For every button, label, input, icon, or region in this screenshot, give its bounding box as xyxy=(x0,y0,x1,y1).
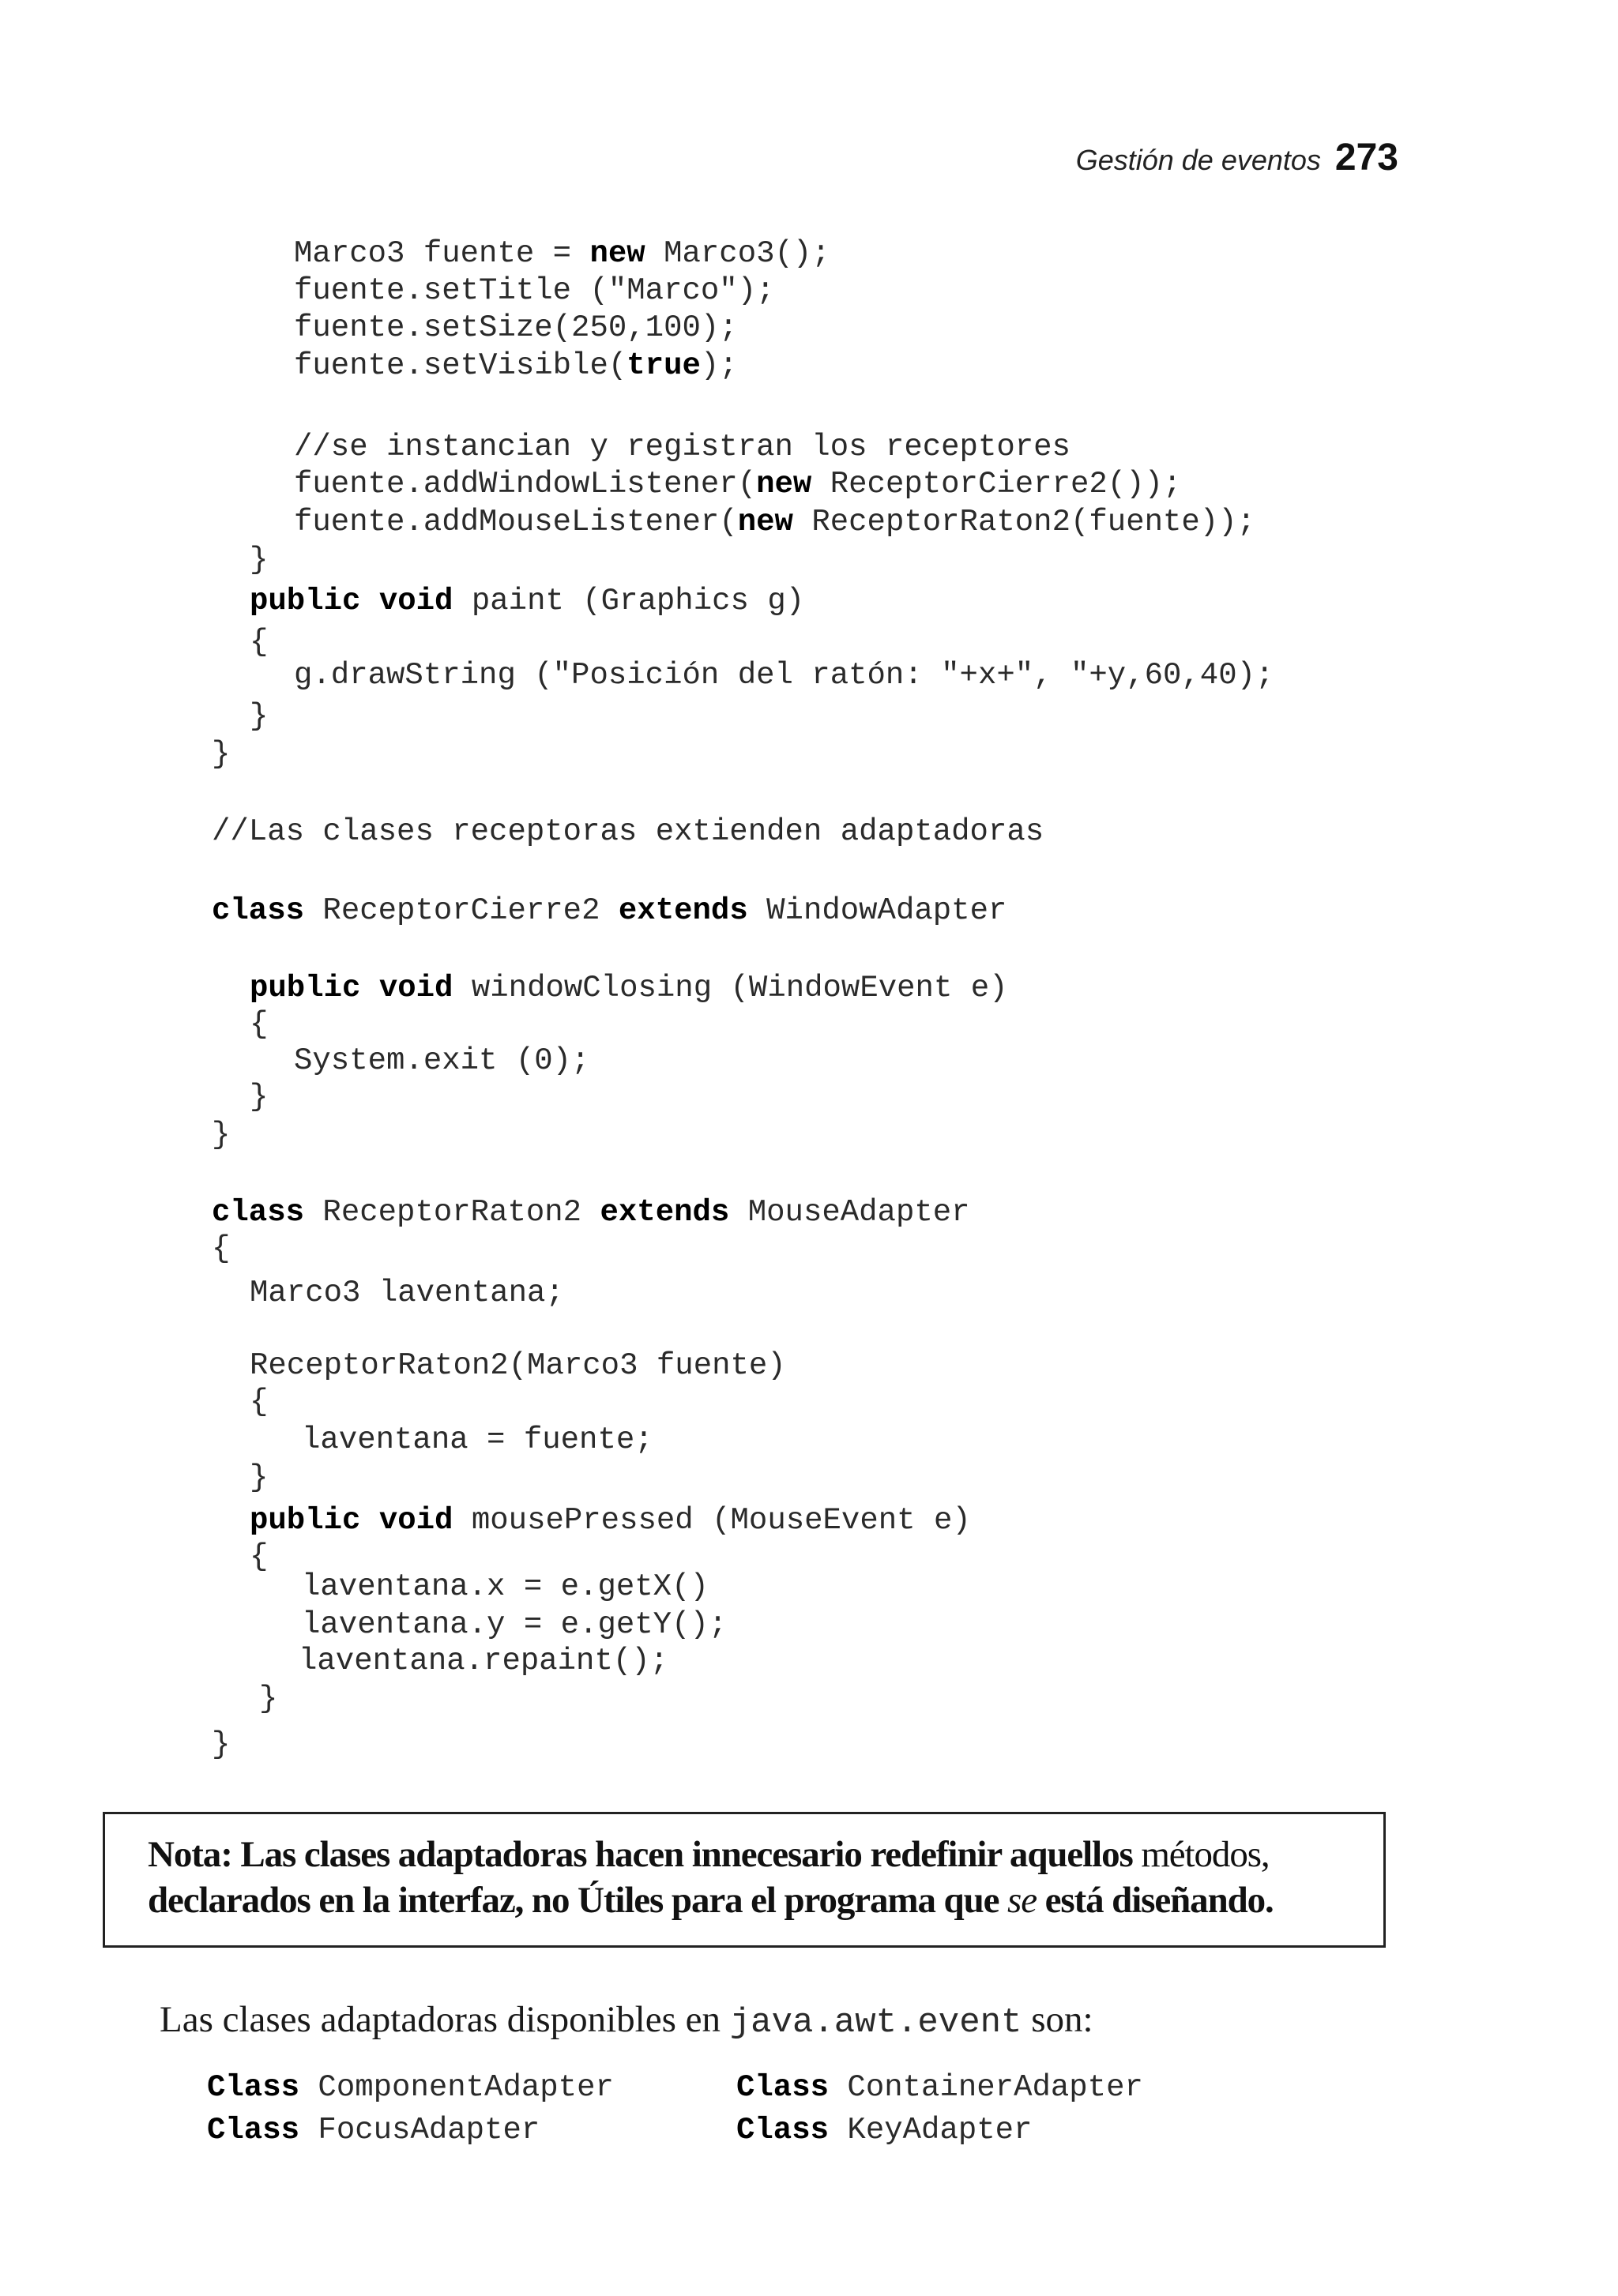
code-text: } xyxy=(250,543,269,577)
code-text: fuente.addMouseListener( xyxy=(294,505,738,539)
code-line xyxy=(299,1643,668,1679)
code-line xyxy=(250,970,1008,1006)
code-text: { xyxy=(250,1007,269,1042)
code-text: { xyxy=(250,625,269,659)
class-name: KeyAdapter xyxy=(829,2113,1033,2148)
code-text: MouseAdapter xyxy=(729,1195,970,1230)
code-line xyxy=(250,1502,971,1539)
code-text: fuente.setVisible( xyxy=(294,348,627,383)
code-text: //Las clases receptoras extienden adaptadoras xyxy=(212,814,1044,849)
code-text: Marco3(); xyxy=(645,236,830,271)
code-line xyxy=(250,1006,268,1043)
code-line xyxy=(302,1569,709,1605)
code-text: Marco3 laventana; xyxy=(250,1276,564,1310)
code-line xyxy=(250,1460,268,1496)
code-text: //se instancian y registran los receptores xyxy=(294,430,1071,464)
code-text: { xyxy=(250,1539,269,1574)
code-line xyxy=(250,1384,268,1420)
code-line xyxy=(212,1117,230,1153)
adapter-class-entry xyxy=(736,2069,1143,2106)
code-line xyxy=(294,657,1274,693)
code-line xyxy=(294,348,738,384)
code-text: laventana.x = e.getX() xyxy=(302,1569,709,1604)
note-line-1-regular: métodos, xyxy=(1132,1834,1270,1875)
code-line xyxy=(302,1606,727,1643)
code-keyword: public void xyxy=(250,584,453,618)
adapter-class-entry xyxy=(207,2112,540,2148)
code-line xyxy=(294,310,738,346)
code-text: } xyxy=(212,1118,231,1152)
code-text: windowClosing (WindowEvent e) xyxy=(453,971,1008,1005)
code-text: fuente.setSize(250,100); xyxy=(294,310,738,345)
code-keyword: class xyxy=(212,893,305,928)
code-text: ReceptorRaton2 xyxy=(304,1195,600,1230)
code-keyword: new xyxy=(756,467,812,502)
code-keyword: new xyxy=(589,236,645,271)
code-keyword: extends xyxy=(618,893,748,928)
code-text: } xyxy=(212,737,231,772)
code-line xyxy=(250,1079,268,1115)
code-line xyxy=(294,429,1071,465)
code-line xyxy=(250,698,268,735)
code-text: laventana = fuente; xyxy=(302,1422,653,1457)
code-text: System.exit (0); xyxy=(294,1043,590,1078)
code-line xyxy=(259,1681,277,1717)
note-line-2-bold-b: está diseñando. xyxy=(1036,1880,1274,1921)
class-name: ComponentAdapter xyxy=(299,2070,614,2105)
code-line xyxy=(302,1422,653,1458)
code-text: laventana.y = e.getY(); xyxy=(302,1607,728,1642)
code-line xyxy=(294,504,1255,540)
paragraph-text-before: Las clases adaptadoras disponibles en xyxy=(160,1999,730,2040)
code-line xyxy=(250,583,804,619)
code-line xyxy=(294,1043,589,1079)
code-line xyxy=(212,736,230,772)
code-text: fuente.setTitle ("Marco"); xyxy=(294,273,775,308)
code-line xyxy=(212,1727,230,1763)
code-line xyxy=(250,1347,786,1384)
class-keyword: Class xyxy=(736,2070,830,2105)
code-text: { xyxy=(212,1231,231,1266)
running-header xyxy=(1027,136,1398,179)
code-text: } xyxy=(250,699,269,734)
code-keyword: extends xyxy=(600,1195,730,1230)
code-line xyxy=(212,1231,230,1267)
section-title: Gestión de eventos xyxy=(1075,144,1321,176)
code-text: Marco3 fuente = xyxy=(294,236,590,271)
code-text: laventana.repaint(); xyxy=(299,1644,669,1678)
class-keyword: Class xyxy=(207,2113,300,2148)
code-line xyxy=(212,1194,970,1231)
code-text: } xyxy=(212,1727,231,1762)
code-text: mousePressed (MouseEvent e) xyxy=(453,1503,971,1538)
code-text: ReceptorRaton2(fuente)); xyxy=(792,505,1256,539)
code-keyword: true xyxy=(627,348,701,383)
code-line xyxy=(294,466,1181,502)
code-text: fuente.addWindowListener( xyxy=(294,467,757,502)
code-keyword: public void xyxy=(250,1503,453,1538)
code-text: ); xyxy=(700,348,738,383)
code-text: paint (Graphics g) xyxy=(453,584,805,618)
code-text: } xyxy=(250,1080,269,1114)
note-line-2-italic: se xyxy=(1007,1880,1037,1921)
code-line xyxy=(250,1275,564,1311)
note-box xyxy=(103,1812,1386,1948)
code-line xyxy=(250,624,268,660)
code-keyword: new xyxy=(737,505,793,539)
package-name: java.awt.event xyxy=(729,2003,1022,2042)
code-text: } xyxy=(259,1682,278,1716)
class-name: FocusAdapter xyxy=(299,2113,540,2148)
code-text: WindowAdapter xyxy=(747,893,1007,928)
code-keyword: class xyxy=(212,1195,305,1230)
class-name: ContainerAdapter xyxy=(829,2070,1143,2105)
code-line xyxy=(212,892,1007,929)
code-keyword: public void xyxy=(250,971,453,1005)
page-number: 273 xyxy=(1334,137,1398,178)
adapter-class-entry xyxy=(207,2069,614,2106)
code-line xyxy=(250,542,268,578)
code-text: g.drawString ("Posición del ratón: "+x+", "+y,60,40); xyxy=(294,658,1274,693)
note-line-1 xyxy=(148,1832,1342,1877)
code-text: { xyxy=(250,1385,269,1419)
code-text: ReceptorRaton2(Marco3 fuente) xyxy=(250,1348,786,1383)
code-text: } xyxy=(250,1460,269,1495)
class-keyword: Class xyxy=(736,2113,830,2148)
code-text: ReceptorCierre2 xyxy=(304,893,619,928)
note-line-2 xyxy=(148,1877,1342,1923)
code-line xyxy=(294,272,775,309)
note-line-1-bold: Nota: Las clases adaptadoras hacen innecesario redefinir aquellos xyxy=(148,1834,1133,1875)
note-line-2-bold-a: declarados en la interfaz, no Útiles para el programa que xyxy=(148,1880,1008,1921)
code-line xyxy=(212,814,1044,850)
adapter-class-entry xyxy=(736,2112,1032,2148)
body-paragraph xyxy=(160,1998,1093,2042)
code-text: ReceptorCierre2()); xyxy=(811,467,1182,502)
class-keyword: Class xyxy=(207,2070,300,2105)
code-line xyxy=(294,235,830,272)
code-line xyxy=(250,1539,268,1575)
paragraph-text-after: son: xyxy=(1022,1999,1093,2040)
